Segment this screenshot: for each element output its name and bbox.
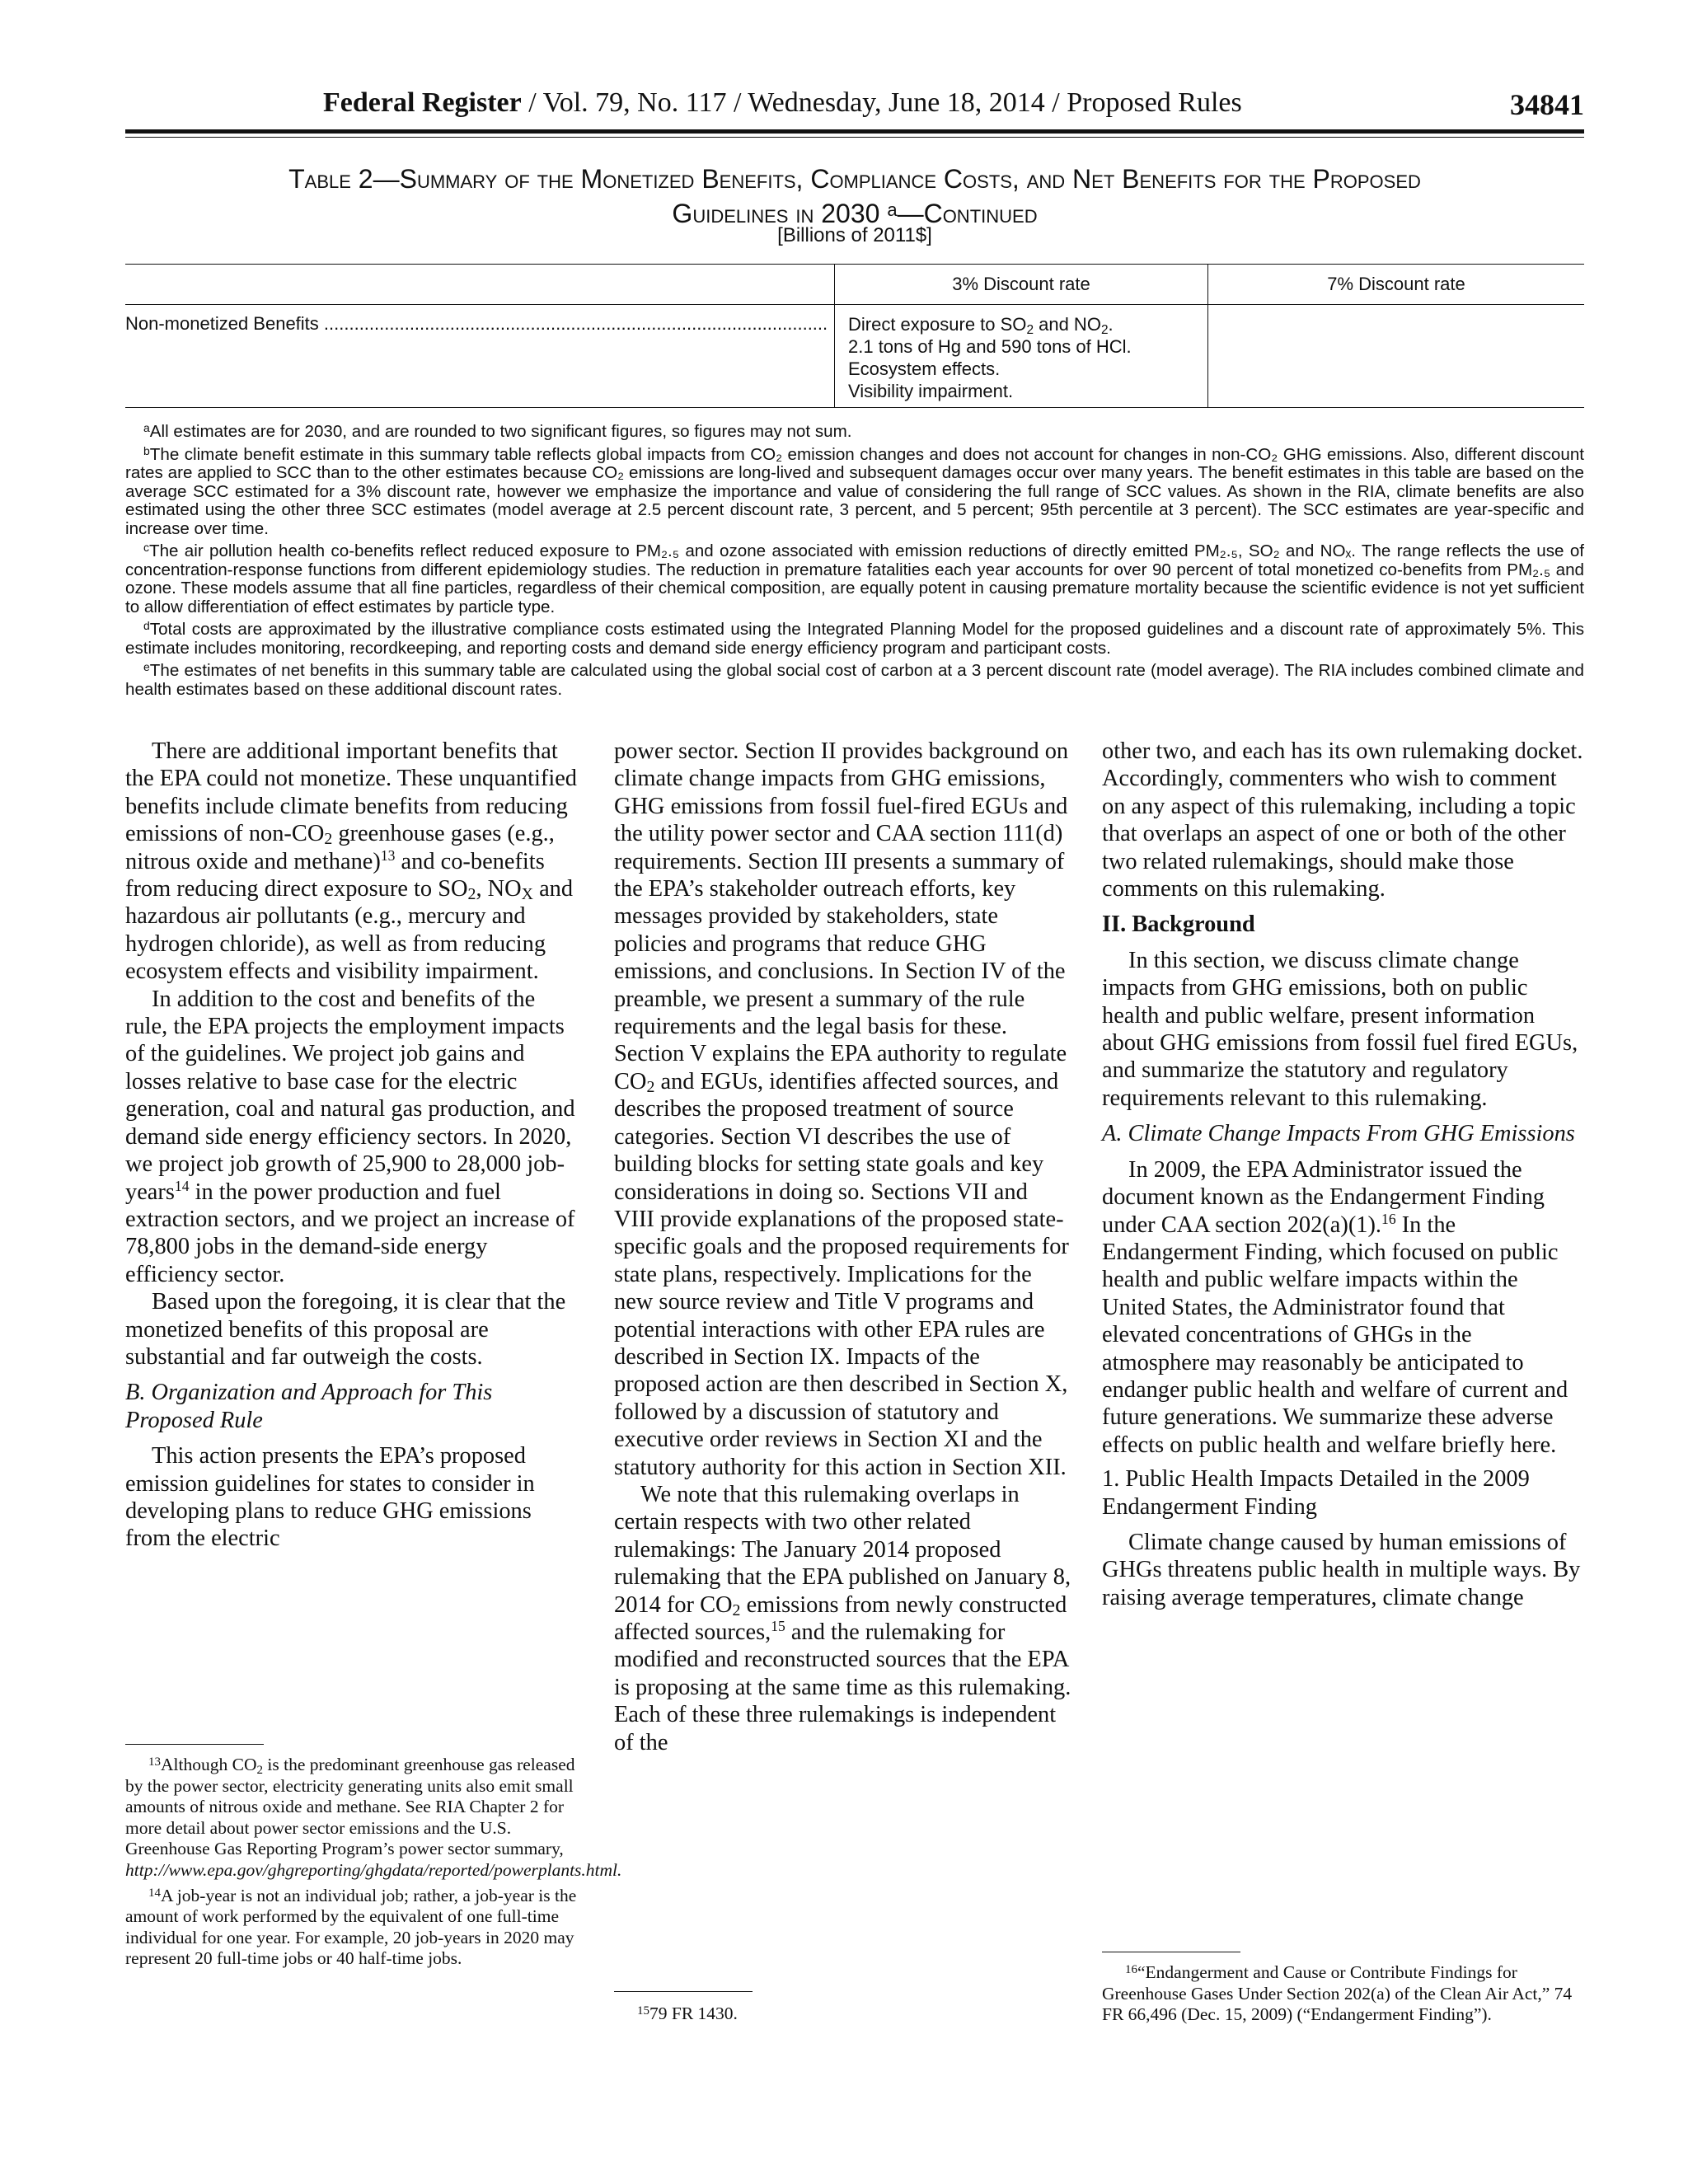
subscript: 2 bbox=[1026, 323, 1034, 337]
paragraph: other two, and each has its own rulemaking docket. Accordingly, commenters who wish to comment on any aspect of this rulemaking, including a topic that overlaps an aspect of one or both of the other two related rulemakings, should make those comments on this rulemaking. bbox=[1102, 738, 1583, 902]
table-note bbox=[125, 658, 1584, 699]
paragraph: There are additional important benefits that the EPA could not monetize. These unquantified benefits include climate benefits from reducing emissions of non-$CO_2$ greenhouse gases (e.g., nitrous oxide and methane)$^{13}$ and co-benefits from reducing direct exposure to $SO_2$, $NO_X$ and hazardous air pollutants (e.g., mercury and hydrogen chloride), as well as from reducing ecosystem effects and visibility impairment. bbox=[125, 738, 578, 985]
footnote-14: $^{14}$A job-year is not an individual job; rather, a job-year is the amount of work performed by the equivalent of one full-time individual for one year. For example, 20 job-years in 2020 may represent 20 full-time jobs or 40 half-time jobs. bbox=[125, 1885, 577, 1969]
list-item: Ecosystem effects. bbox=[848, 359, 1001, 379]
table-note bbox=[125, 616, 1584, 658]
note-text: Total costs are approximated by the illustrative compliance costs estimated using the Integrated Planning Model for the proposed guidelines and a discount rate of approximately 5%. This estimate includes monitoring, recordkeeping, and reporting costs and demand side energy efficiency program and participant costs. bbox=[125, 620, 1584, 658]
header-7pct: 7% Discount rate bbox=[1208, 265, 1585, 305]
note-text: All estimates are for 2030, and are rounded to two significant figures, so figures may not sum. bbox=[149, 422, 852, 441]
note-marker: c bbox=[143, 541, 149, 554]
paragraph: We note that this rulemaking overlaps in certain respects with two other related rulemakings: The January 2014 proposed rulemaking that the EPA published on January 8, 2014 for $CO_2$ emissions from newly constructed affected sources,$^{15}$ and the rulemaking for modified and reconstructed sources that the EPA is proposing at the same time as this rulemaking. Each of these three rulemakings is independent of the bbox=[614, 1481, 1071, 1755]
table-note bbox=[125, 419, 1584, 442]
footnote-ref[interactable]: 14 bbox=[174, 1177, 190, 1194]
paragraph: In addition to the cost and benefits of the rule, the EPA projects the employment impacts of the guidelines. We project job gains and losses relative to base case for the electric generation, coal and natural gas production, and demand side energy efficiency sectors. In 2020, we project job growth of 25,900 to 28,000 job-years$^{14}$ in the power production and fuel extraction sectors, and we project an increase of 78,800 jobs in the demand-side energy efficiency sector. bbox=[125, 986, 575, 1287]
note-marker: b bbox=[143, 443, 150, 457]
note-text: The air pollution health co-benefits reflect reduced exposure to PM₂.₅ and ozone associated with emission reductions of directly emitted PM₂.₅, SO₂ and NOₓ. The range reflects the use of concentration-response functions from different epidemiology studies. The reduction in premature fatalities each year accounts for over 90 percent of total monetized co-benefits from PM₂.₅ and ozone. These models assume that all fine particles, regardless of their chemical composition, are equally potent in causing premature mortality because the scientific evidence is not yet sufficient to allow differentiation of effect estimates by particle type. bbox=[125, 541, 1584, 616]
section-heading-a: A. Climate Change Impacts From GHG Emissions bbox=[1102, 1121, 1575, 1147]
journal-name: Federal Register bbox=[323, 87, 522, 118]
note-text: The estimates of net benefits in this summary table are calculated using the global social cost of carbon at a 3 percent discount rate (model average). The RIA includes combined climate and health estimates based on these additional discount rates. bbox=[125, 661, 1584, 699]
note-marker: d bbox=[143, 619, 150, 632]
empty-cell bbox=[1208, 305, 1585, 408]
footnote-15: $^{15}$79 FR 1430. bbox=[637, 2004, 738, 2023]
footnote-ref[interactable]: 13 bbox=[380, 846, 396, 864]
table-header-row bbox=[125, 265, 1584, 305]
subscript: 2 bbox=[1100, 323, 1109, 337]
issue-info: / Vol. 79, No. 117 / Wednesday, June 18, 2014 / Proposed Rules bbox=[521, 87, 1242, 118]
footnotes-column-3 bbox=[1102, 1960, 1584, 2027]
row-label-text: Non-monetized Benefits bbox=[125, 313, 319, 334]
caption-footnote-marker: a bbox=[887, 199, 898, 220]
footnote-link[interactable]: http://www.epa.gov/ghgreporting/ghgdata/reported/powerplants.html. bbox=[125, 1859, 622, 1880]
body-column-2 bbox=[614, 738, 1071, 1756]
nonmonetized-list bbox=[835, 305, 1208, 408]
paragraph: In this section, we discuss climate change impacts from GHG emissions, both on public health and public welfare, present information about GHG emissions from fossil fuel fired EGUs, and summarize the statutory and regulatory requirements relevant to this rulemaking. bbox=[1102, 947, 1578, 1111]
footnotes-column-2 bbox=[614, 2001, 1071, 2027]
header-3pct: 3% Discount rate bbox=[835, 265, 1208, 305]
row-label bbox=[125, 313, 834, 335]
paragraph: Climate change caused by human emissions of GHGs threatens public health in multiple ways. By raising average temperatures, climate change bbox=[1102, 1529, 1581, 1610]
header-cell-blank bbox=[125, 265, 835, 305]
item-text: and NO bbox=[1034, 314, 1101, 335]
paragraph: power sector. Section II provides background on climate change impacts from GHG emissions, GHG emissions from fossil fuel-fired EGUs and the utility power sector and CAA section 111(d) requirements. Section III presents a summary of the EPA’s stakeholder outreach efforts, key messages provided by stakeholders, state policies and programs that reduce GHG emissions, and conclusions. In Section IV of the preamble, we present a summary of the rule requirements and the legal basis for these. Section V explains the EPA authority to regulate $CO_2$ and EGUs, identifies affected sources, and describes the proposed treatment of source categories. Section VI describes the use of building blocks for setting state goals and key considerations in doing so. Sections VII and VIII provide explanations of the proposed state-specific goals and the proposed requirements for state plans, respectively. Implications for the new source review and Title V programs and potential interactions with other EPA rules are described in Section IX. Impacts of the proposed action are then described in Section X, followed by a discussion of statutory and executive order reviews in Section XI and the statutory authority for this action in Section XII. bbox=[614, 738, 1069, 1480]
section-heading-b: B. Organization and Approach for This Proposed Rule bbox=[125, 1380, 493, 1433]
section-heading-ii: II. Background bbox=[1102, 912, 1255, 938]
note-marker: e bbox=[143, 660, 150, 673]
footnote-rule bbox=[614, 1991, 753, 1992]
page-header bbox=[125, 84, 1584, 125]
list-item bbox=[848, 313, 1207, 335]
paragraph: This action presents the EPA’s proposed emission guidelines for states to consider in developing plans to reduce GHG emissions from the electric bbox=[125, 1443, 535, 1552]
note-marker: a bbox=[143, 421, 150, 434]
footnote-13: $^{13}$Although $CO_2$ is the predominant greenhouse gas released by the power sector, electricity generating units also emit small amounts of nitrous oxide and methane. See RIA Chapter 2 for more detail about power sector emissions and the U.S. Greenhouse Gas Reporting Program’s power sector summary, http://www.epa.gov/ghgreporting/ghgdata/reported/powerplants.html. bbox=[125, 1755, 622, 1880]
row-label-cell bbox=[125, 305, 835, 408]
page-number: 34841 bbox=[1510, 88, 1584, 121]
section-heading-1: 1. Public Health Impacts Detailed in the 2009 Endangerment Finding bbox=[1102, 1466, 1530, 1520]
paragraph: In 2009, the EPA Administrator issued the document known as the Endangerment Finding under CAA section 202(a)(1).$^{16}$ In the Endangerment Finding, which focused on public health and public welfare impacts within the United States, the Administrator found that elevated concentrations of GHGs in the atmosphere may reasonably be anticipated to endanger public health and welfare of current and future generations. We summarize these adverse effects on public health and welfare briefly here. bbox=[1102, 1156, 1568, 1458]
table-notes bbox=[125, 419, 1584, 699]
list-item: Visibility impairment. bbox=[848, 381, 1014, 401]
body-column-1 bbox=[125, 738, 583, 1553]
table-row bbox=[125, 305, 1584, 408]
header-rule-thick bbox=[125, 129, 1584, 134]
caption-line-1: Table 2—Summary of the Monetized Benefits, Compliance Costs, and Net Benefits for the Proposed bbox=[288, 164, 1421, 194]
summary-table bbox=[125, 264, 1584, 408]
caption-line-2a: Guidelines in 2030 bbox=[672, 199, 888, 228]
header-rule-thin bbox=[125, 137, 1584, 138]
table-caption bbox=[125, 163, 1584, 229]
note-text: The climate benefit estimate in this summary table reflects global impacts from CO₂ emission changes and does not account for changes in non-CO₂ GHG emissions. Also, different discount rates are applied to SCC than to the other estimates because CO₂ emissions are long-lived and subsequent damages occur over many years. The benefit estimates in this table are based on the average SCC estimated for a 3% discount rate, however we emphasize the importance and value of considering the full range of SCC values. As shown in the RIA, climate benefits are also estimated using the other three SCC estimates (model average at 2.5 percent discount rate, 3 percent, and 5 percent; 95th percentile at 3 percent). The SCC estimates are year-specific and increase over time. bbox=[125, 444, 1584, 538]
footnote-ref[interactable]: 15 bbox=[771, 1618, 785, 1634]
item-text: Direct exposure to SO bbox=[848, 314, 1027, 335]
footnotes-column-1 bbox=[125, 1752, 622, 1971]
table-subcaption: [Billions of 2011$] bbox=[777, 224, 932, 246]
body-column-3 bbox=[1102, 738, 1584, 1611]
footnote-rule bbox=[125, 1744, 264, 1745]
item-text: . bbox=[1108, 314, 1114, 335]
running-head bbox=[323, 87, 1242, 119]
list-item: 2.1 tons of Hg and 590 tons of HCl. bbox=[848, 336, 1132, 357]
footnote-16: $^{16}$“Endangerment and Cause or Contribute Findings for Greenhouse Gases Under Section 202(a) of the Clean Air Act,” 74 FR 66,496 (Dec. 15, 2009) (“Endangerment Finding”). bbox=[1102, 1962, 1573, 2025]
table-note bbox=[125, 442, 1584, 539]
caption-continued: —Continued bbox=[897, 199, 1038, 228]
footnote-ref[interactable]: 16 bbox=[1381, 1210, 1396, 1227]
paragraph: Based upon the foregoing, it is clear that the monetized benefits of this proposal are substantial and far outweigh the costs. bbox=[125, 1289, 566, 1370]
row-leader-dots: .................................................................................................... bbox=[318, 313, 828, 334]
table-note bbox=[125, 538, 1584, 616]
